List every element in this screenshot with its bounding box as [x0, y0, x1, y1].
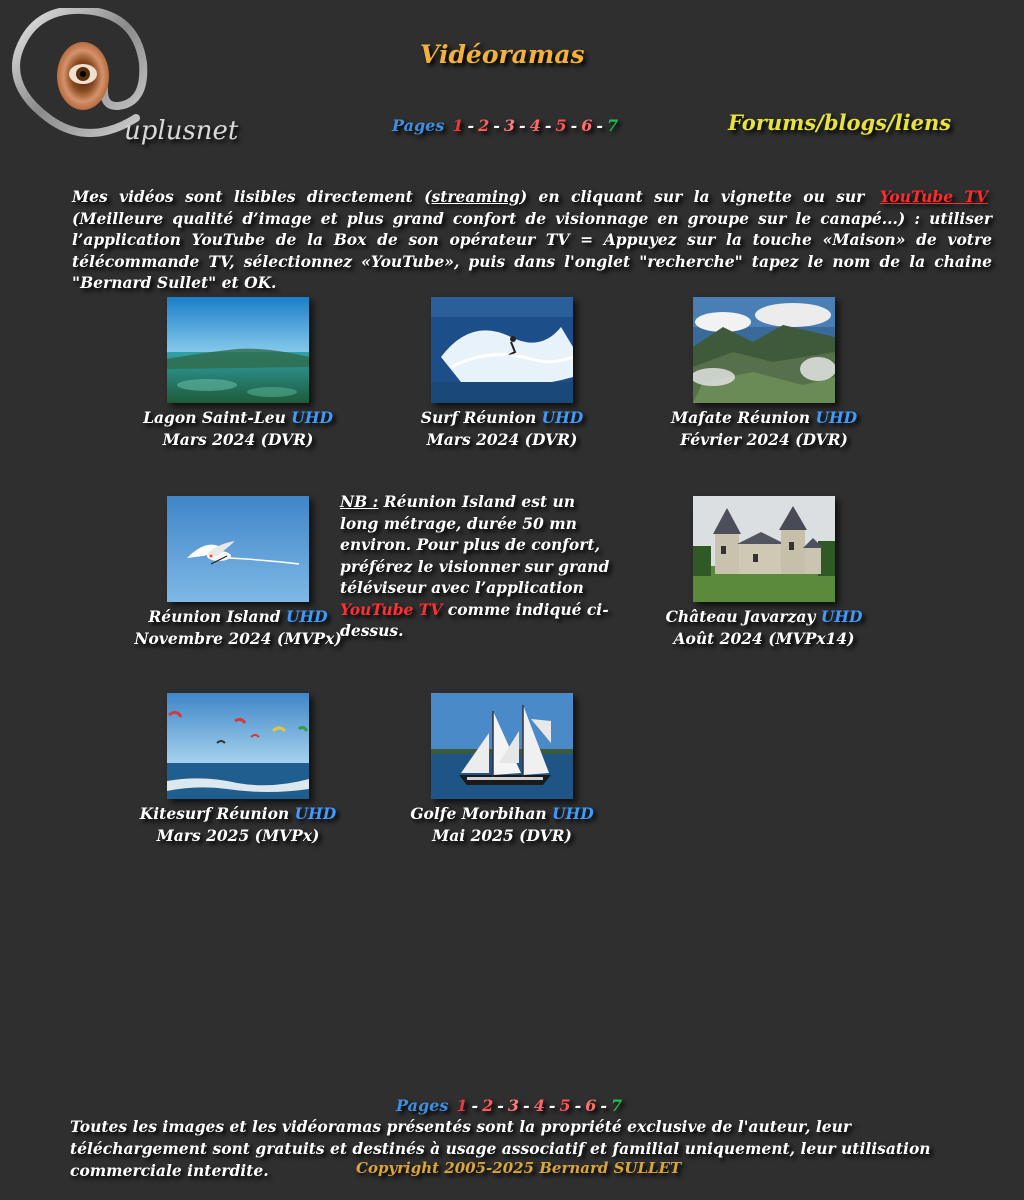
video-title[interactable]: Golfe Morbihan	[410, 804, 547, 823]
page-separator: -	[544, 116, 552, 135]
page-separator: -	[471, 1096, 479, 1115]
video-card-lagon-saint-leu	[128, 297, 348, 451]
video-date: Novembre 2024 (MVPx)	[134, 629, 342, 648]
page-separator: -	[548, 1096, 556, 1115]
copyright: Copyright 2005-2025 Bernard SULLET	[356, 1159, 682, 1177]
video-thumbnail-bird[interactable]	[167, 496, 309, 602]
page-link-7[interactable]: 7	[607, 116, 619, 135]
note-text-1: Réunion Island est un long métrage, durée 50 mn environ. Pour plus de confort, préférez le visionner sur grand téléviseur avec l’application	[340, 492, 610, 597]
video-thumbnail-mountain[interactable]	[693, 297, 835, 403]
video-card-chateau-javarzay	[654, 496, 874, 650]
video-card-mafate-reunion	[654, 297, 874, 451]
footer-notice: Toutes les images et les vidéoramas présentés sont la propriété exclusive de l'auteur, leur téléchargement sont gratuits et destinés à usage associatif et familial uniquement, leur utilisation commerciale interdite.	[70, 1117, 931, 1180]
video-thumbnail-lagoon[interactable]	[167, 297, 309, 403]
page-link-5[interactable]: 5	[559, 1096, 571, 1115]
video-date: Mai 2025 (DVR)	[432, 826, 572, 845]
video-date: Mars 2025 (MVPx)	[156, 826, 320, 845]
video-title[interactable]: Kitesurf Réunion	[139, 804, 290, 823]
uhd-badge: UHD	[291, 408, 333, 427]
video-title[interactable]: Lagon Saint-Leu	[143, 408, 286, 427]
page-link-7[interactable]: 7	[611, 1096, 623, 1115]
page-link-4[interactable]: 4	[533, 1096, 545, 1115]
page-title: Vidéoramas	[420, 40, 585, 69]
page-separator: -	[493, 116, 500, 135]
page-link-5[interactable]: 5	[555, 116, 567, 135]
video-date: Août 2024 (MVPx14)	[673, 629, 855, 648]
note-label: NB :	[340, 492, 379, 511]
video-title[interactable]: Réunion Island	[148, 607, 281, 626]
video-card-surf-reunion	[392, 297, 612, 451]
uhd-badge: UHD	[286, 607, 328, 626]
page-separator: -	[467, 116, 475, 135]
video-card-reunion-island	[128, 496, 348, 650]
page-separator: -	[570, 116, 578, 135]
video-date: Mars 2024 (DVR)	[162, 430, 314, 449]
video-date: Février 2024 (DVR)	[680, 430, 848, 449]
intro-text-1: Mes vidéos sont lisibles directement (	[72, 187, 432, 206]
video-thumbnail-surf[interactable]	[431, 297, 573, 403]
uhd-badge: UHD	[815, 408, 858, 427]
page-separator: -	[497, 1096, 504, 1115]
page-separator: -	[596, 116, 604, 135]
video-title[interactable]: Château Javarzay	[665, 607, 816, 626]
logo-text: uplusnet	[124, 116, 239, 146]
youtube-tv-link[interactable]: YouTube TV	[879, 187, 988, 206]
page-separator: -	[574, 1096, 582, 1115]
page-link-1[interactable]: 1	[456, 1096, 468, 1115]
streaming-term: streaming	[431, 187, 520, 206]
page-link-6[interactable]: 6	[581, 116, 593, 135]
page-link-2[interactable]: 2	[482, 1096, 494, 1115]
page-link-3[interactable]: 3	[503, 116, 516, 135]
pages-label: Pages	[396, 1096, 449, 1115]
video-title[interactable]: Mafate Réunion	[670, 408, 811, 427]
note-block	[340, 491, 610, 642]
page-separator: -	[523, 1096, 530, 1115]
page-link-2[interactable]: 2	[478, 116, 490, 135]
uhd-badge: UHD	[294, 804, 337, 823]
page-link-1[interactable]: 1	[452, 116, 464, 135]
video-card-kitesurf-reunion	[128, 693, 348, 847]
page-separator: -	[519, 116, 526, 135]
page-separator: -	[600, 1096, 608, 1115]
video-thumbnail-castle[interactable]	[693, 496, 835, 602]
video-date: Mars 2024 (DVR)	[426, 430, 578, 449]
page-link-4[interactable]: 4	[529, 116, 541, 135]
page-link-6[interactable]: 6	[585, 1096, 597, 1115]
pages-label: Pages	[392, 116, 445, 135]
intro-text-2: ) en cliquant sur la vignette ou sur	[519, 187, 865, 206]
uhd-badge: UHD	[552, 804, 594, 823]
pagination-bottom	[396, 1096, 622, 1115]
page-link-3[interactable]: 3	[507, 1096, 520, 1115]
pagination-top	[392, 116, 618, 135]
intro-text-3: (Meilleure qualité d’image et plus grand confort de visionnage en groupe sur le canapé...) : utiliser l’application YouTube de la Box de son opérateur TV = Appuyez sur la touche «Maison» de votre télécommande TV, sélectionnez «YouTube», puis dans l'onglet "recherche" tapez le nom de la chaine "Bernard Sullet" et OK.	[72, 208, 992, 292]
forums-link[interactable]: Forums/blogs/liens	[728, 110, 952, 135]
note-youtube-tv-link[interactable]: YouTube TV	[340, 599, 443, 619]
intro-paragraph	[72, 186, 992, 294]
uhd-badge: UHD	[541, 408, 584, 427]
video-card-golfe-morbihan	[392, 693, 612, 847]
video-thumbnail-kitesurf[interactable]	[167, 693, 309, 799]
site-logo[interactable]	[8, 8, 248, 148]
note-text-2: comme indiqué ci-dessus.	[340, 599, 609, 640]
uhd-badge: UHD	[820, 607, 863, 626]
video-title[interactable]: Surf Réunion	[420, 408, 537, 427]
video-thumbnail-ship[interactable]	[431, 693, 573, 799]
